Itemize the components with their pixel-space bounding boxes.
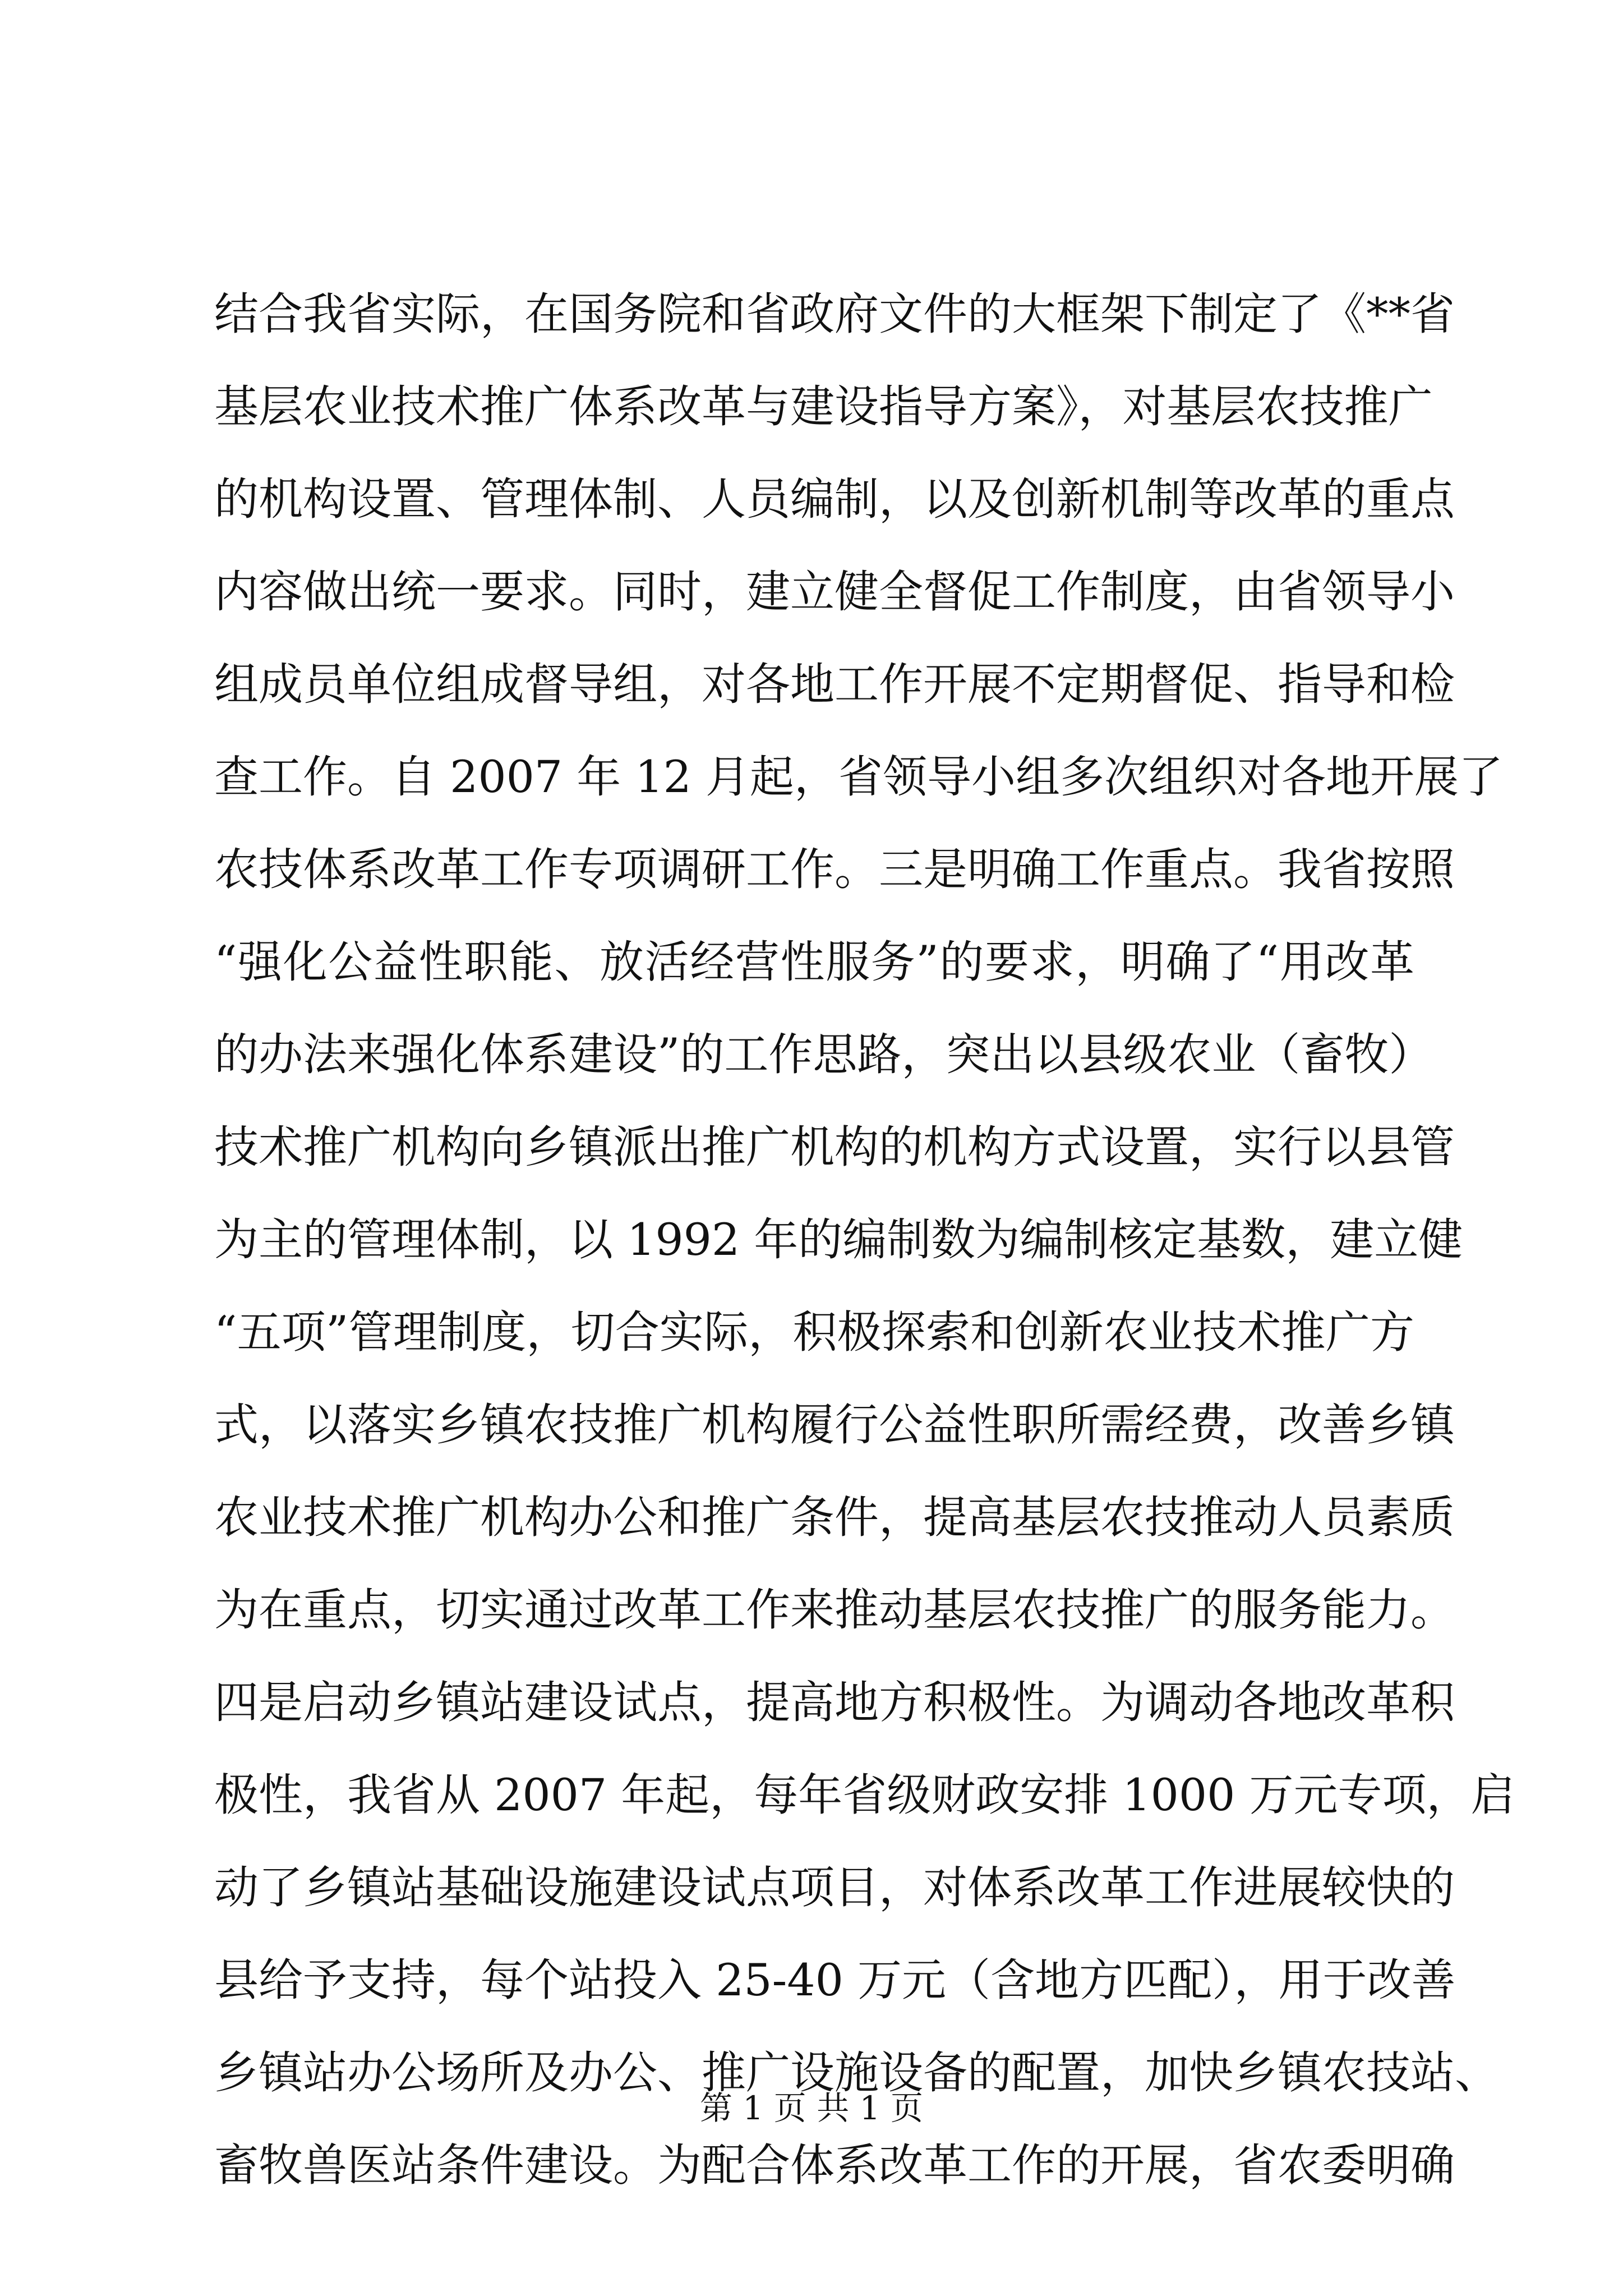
text-line: 结合我省实际，在国务院和省政府文件的大框架下制定了《**省 [214, 288, 1455, 340]
text-line: 组成员单位组成督导组，对各地工作开展不定期督促、指导和检 [214, 659, 1455, 710]
text-line: 为主的管理体制，以 1992 年的编制数为编制核定基数，建立健 [214, 1214, 1463, 1266]
text-line: 动了乡镇站基础设施建设试点项目，对体系改革工作进展较快的 [214, 1862, 1455, 1913]
text-line: 技术推广机构向乡镇派出推广机构的机构方式设置，实行以县管 [214, 1121, 1455, 1173]
text-line: 县给予支持，每个站投入 25-40 万元（含地方匹配），用于改善 [214, 1954, 1456, 2006]
text-line: 内容做出统一要求。同时，建立健全督促工作制度，由省领导小 [214, 566, 1455, 618]
text-line: 的机构设置、管理体制、人员编制，以及创新机制等改革的重点 [214, 473, 1455, 525]
text-line: 为在重点，切实通过改革工作来推动基层农技推广的服务能力。 [214, 1584, 1455, 1636]
text-line: 农技体系改革工作专项调研工作。三是明确工作重点。我省按照 [214, 844, 1455, 895]
text-line: 基层农业技术推广体系改革与建设指导方案》，对基层农技推广 [214, 381, 1433, 432]
text-line: 乡镇站办公场所及办公、推广设施设备的配置，加快乡镇农技站、 [214, 2047, 1499, 2099]
page-footer [0, 2086, 1623, 2131]
text-line: 四是启动乡镇站建设试点，提高地方积极性。为调动各地改革积 [214, 1677, 1455, 1728]
body-text [214, 268, 1515, 2212]
text-line: “强化公益性职能、放活经营性服务”的要求，明确了“用改革 [214, 936, 1414, 988]
text-line: 畜牧兽医站条件建设。为配合体系改革工作的开展，省农委明确 [214, 2139, 1455, 2191]
text-line: “五项”管理制度，切合实际，积极探索和创新农业技术推广方 [214, 1306, 1414, 1358]
text-line: 极性，我省从 2007 年起，每年省级财政安排 1000 万元专项，启 [214, 1769, 1515, 1821]
text-line: 式，以落实乡镇农技推广机构履行公益性职所需经费，改善乡镇 [214, 1399, 1455, 1451]
text-line: 农业技术推广机构办公和推广条件，提高基层农技推动人员素质 [214, 1492, 1455, 1543]
text-line: 查工作。自 2007 年 12 月起，省领导小组多次组织对各地开展了 [214, 751, 1504, 803]
text-line: 的办法来强化体系建设”的工作思路，突出以县级农业（畜牧） [214, 1029, 1433, 1080]
page-number-label: 第 1 页 共 1 页 [700, 2089, 923, 2127]
